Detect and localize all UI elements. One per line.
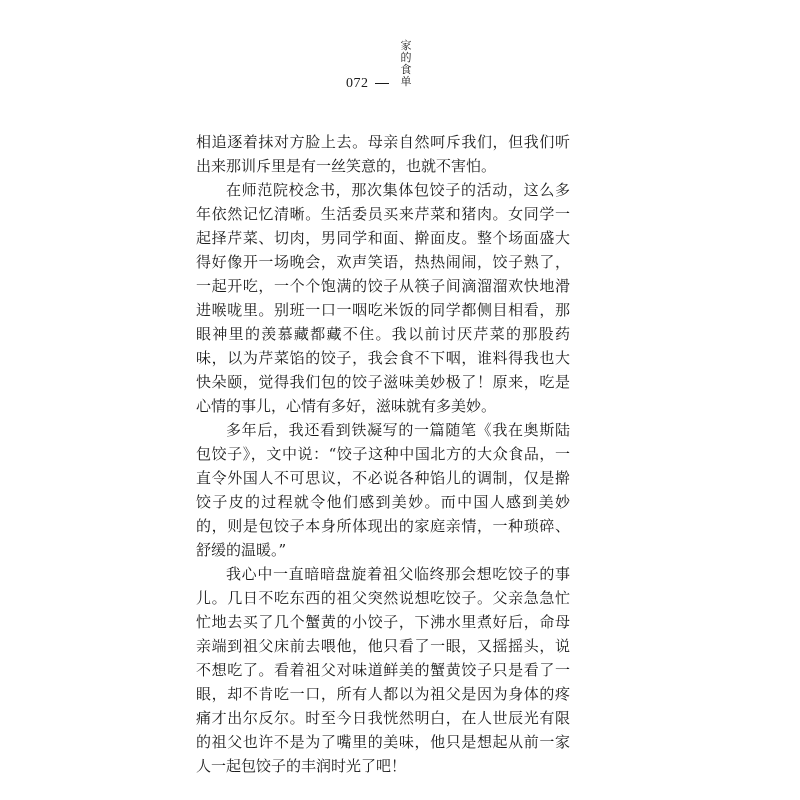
paragraph-2: 在师范院校念书，那次集体包饺子的活动，这么多年依然记忆清晰。生活委员买来芹菜和猪肉。女同学一起择芹菜、切肉，男同学和面、擀面皮。整个场面盛大得好像开一场晚会，欢声笑语，热热闹闹，饺子熟了，一起开吃，一个个饱满的饺子从筷子间滴溜溜欢快地滑进喉咙里。别班一口一咽吃米饭的同学都侧目相看，那眼神里的羡慕藏都藏不住。我以前讨厌芹菜的那股药味，以为芹菜馅的饺子，我会食不下咽，谁料得我也大快朵颐，觉得我们包的饺子滋味美妙极了！原来，吃是心情的事儿，心情有多好，滋味就有多美妙。 — [196, 181, 570, 415]
paragraph-4: 我心中一直暗暗盘旋着祖父临终那会想吃饺子的事儿。几日不吃东西的祖父突然说想吃饺子。父亲急急忙忙地去买了几个蟹黄的小饺子，下沸水里煮好后，命母亲端到祖父床前去喂他，他只看了一眼，又摇摇头，说不想吃了。看着祖父对味道鲜美的蟹黄饺子只是看了一眼，却不肯吃一口，所有人都以为祖父是因为身体的疼痛才出尔反尔。时至今日我恍然明白，在人世辰光有限的祖父也许不是为了嘴里的美味，他只是想起从前一家人一起包饺子的丰润时光了吧！ — [196, 565, 570, 775]
header-dash — [375, 83, 389, 84]
body-text — [196, 130, 570, 778]
page-number: 072 — [346, 76, 369, 91]
paragraph-1: 相追逐着抹对方脸上去。母亲自然呵斥我们，但我们听出来那训斥里是有一丝笑意的，也就不害怕。 — [196, 133, 570, 175]
running-title: 家的食单 — [400, 39, 412, 88]
paragraph-3: 多年后，我还看到铁凝写的一篇随笔《我在奥斯陆包饺子》，文中说：“饺子这种中国北方的大众食品，一直令外国人不可思议，不必说各种馅儿的调制，仅是擀饺子皮的过程就令他们感到美妙。而中国人感到美妙的，则是包饺子本身所体现出的家庭亲情，一种琐碎、舒缓的温暖。” — [196, 421, 570, 559]
page-header — [0, 0, 800, 110]
